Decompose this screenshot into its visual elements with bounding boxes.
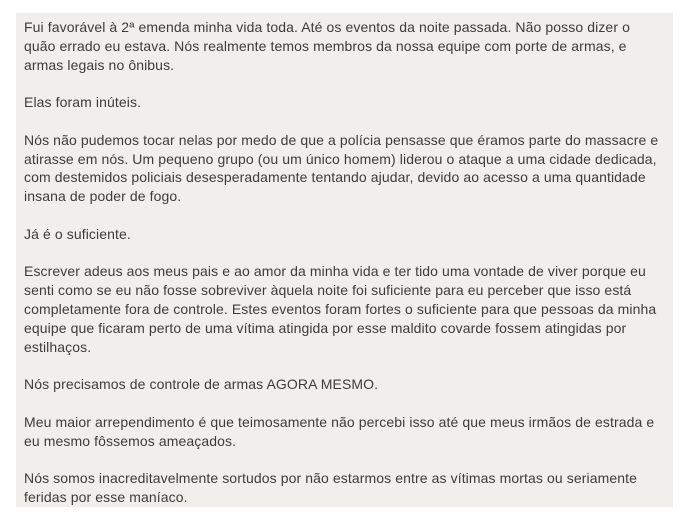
paragraph: Meu maior arrependimento é que teimosamente não percebi isso até que meus irmãos de estrada e eu mesmo fôssemos ameaçados. — [24, 413, 655, 449]
paragraph: Já é o suficiente. — [24, 225, 131, 242]
paragraph: Nós precisamos de controle de armas AGORA MESMO. — [24, 376, 379, 393]
paragraph: Nós não pudemos tocar nelas por medo de que a polícia pensasse que éramos parte do massacre e atirasse em nós. Um pequeno grupo (ou um único homem) liderou o ataque a uma cidade dedicada, com destemidos policiais desesperadamente tentando ajudar, devido ao acesso a uma quantidade insana de poder de fogo. — [24, 131, 659, 205]
document-body — [16, 13, 673, 507]
paragraph: Nós somos inacreditavelmente sortudos por não estarmos entre as vítimas mortas ou seriamente feridas por esse maníaco. — [24, 470, 638, 505]
paragraph: Escrever adeus aos meus pais e ao amor da minha vida e ter tido uma vontade de viver porque eu senti como se eu não fosse sobreviver àquela noite foi suficiente para eu perceber que isso está completamente fora de controle. Estes eventos foram fortes o suficiente para que pessoas da minha equipe que ficaram perto de uma vítima atingida por esse maldito covarde fossem atingidas por estilhaços. — [24, 263, 657, 355]
text-panel — [16, 13, 673, 507]
paragraph: Elas foram inúteis. — [24, 94, 142, 111]
paragraph: Fui favorável à 2ª emenda minha vida toda. Até os eventos da noite passada. Não posso dizer o quão errado eu estava. Nós realmente temos membros da nossa equipe com porte de armas, e armas legais no ônibus. — [24, 19, 630, 73]
